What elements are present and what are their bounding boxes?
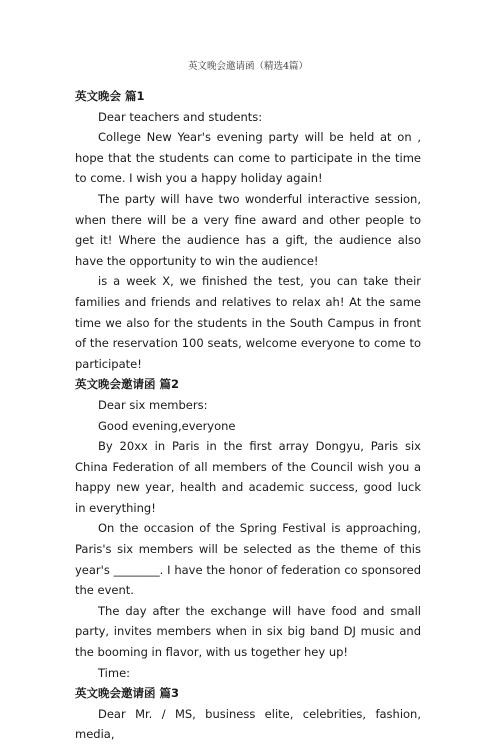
document-title: 英文晚会邀请函（精选4篇） [187, 61, 309, 72]
paragraph: Dear teachers and students: [98, 109, 263, 124]
paragraph: By 20xx in Paris in the first array Dongyu, Paris six China Federation of all members of the Council wish you a happy new year, health and academic success, good luck in everything! [75, 439, 421, 515]
paragraph: On the occasion of the Spring Festival is approaching, Paris's six members will be selected as the theme of this year's ________. I have the honor of federation co sponsored the event. [75, 521, 421, 598]
paragraph: Dear Mr. / MS, business elite, celebrities, fashion, media, [75, 706, 421, 742]
paragraph: Time: [98, 665, 131, 680]
section-1 [75, 86, 421, 374]
paragraph: College New Year's evening party will be held at on , hope that the students can come to participate in the time to come. I wish you a happy holiday again! [75, 130, 421, 186]
paragraph: Dear six members: [98, 397, 208, 412]
paragraph: Good evening,everyone [98, 418, 236, 433]
section-heading: 英文晚会 篇1 [75, 89, 145, 103]
section-heading: 英文晚会邀请函 篇2 [75, 377, 180, 392]
paragraph: is a week X, we finished the test, you can take their families and friends and relatives to relax ah! At the same time we also for the students in the South Campus in front of the reservation 100 seats, welcome everyone to come to participate! [75, 274, 421, 371]
section-2 [75, 374, 421, 683]
paragraph: The party will have two wonderful interactive session, when there will be a very fine award and other people to get it! Where the audience has a gift, the audience also have the opportunity to win the audience! [75, 191, 421, 268]
section-heading: 英文晚会邀请函 篇3 [75, 686, 180, 701]
paragraph: The day after the exchange will have food and small party, invites members when in six big band DJ music and the booming in flavor, with us together hey up! [75, 603, 421, 660]
section-3 [75, 683, 421, 745]
